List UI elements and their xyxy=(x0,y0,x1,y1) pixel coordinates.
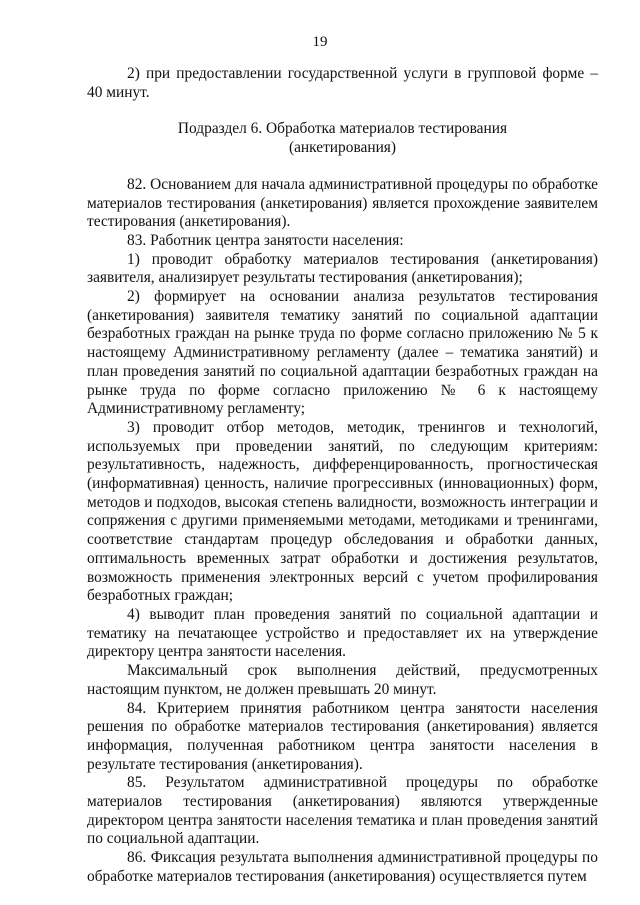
paragraph-max-time: Максимальный срок выполнения действий, предусмотренных настоящим пунктом, не должен превышать 20 минут. xyxy=(87,662,598,698)
paragraph-86: 86. Фиксация результата выполнения административной процедуры по обработке материалов тестирования (анкетирования) осуществляется путем xyxy=(87,849,598,885)
paragraph-83-item-4: 4) выводит план проведения занятий по социальной адаптации и тематику на печатающее устройство и предоставляет их на утверждение директору центра занятости населения. xyxy=(87,605,598,661)
paragraph-83-item-1: 1) проводит обработку материалов тестирования (анкетирования) заявителя, анализирует результаты тестирования (анкетирования); xyxy=(87,250,598,287)
paragraph-85: 85. Результатом административной процедуры по обработке материалов тестирования (анкетирования) являются утвержденные директором центра занятости населения тематика и план проведения занятий по социальной адаптации. xyxy=(87,774,598,848)
subsection-heading-line1: Подраздел 6. Обработка материалов тестирования xyxy=(177,120,508,138)
paragraph-83: 83. Работник центра занятости населения: xyxy=(127,231,404,249)
document-body xyxy=(87,65,598,887)
paragraph-group-time: 2) при предоставлении государственной услуги в групповой форме – 40 минут. xyxy=(87,65,598,101)
paragraph-82: 82. Основанием для начала административной процедуры по обработке материалов тестирования (анкетирования) является прохождение заявителем тестирования (анкетирования). xyxy=(87,175,598,231)
subsection-heading-line2: (анкетирования) xyxy=(288,139,397,157)
paragraph-83-item-2: 2) формирует на основании анализа результатов тестирования (анкетирования) заявителя тематику занятий по социальной адаптации безработных граждан на рынке труда по форме согласно приложению № 5 к настоящему Административному регламенту (далее – тематика занятий) и план проведения занятий по социальной адаптации безработных граждан на рынке труда по форме согласно приложению № 6 к настоящему Административному регламенту; xyxy=(87,288,598,418)
paragraph-84: 84. Критерием принятия работником центра занятости населения решения по обработке материалов тестирования (анкетирования) является информация, полученная работником центра занятости населения в результате тестирования (анкетирования). xyxy=(87,699,598,773)
page-number: 19 xyxy=(312,34,328,50)
paragraph-83-item-3: 3) проводит отбор методов, методик, тренингов и технологий, используемых при проведении занятий, по следующим критериям: результативность, надежность, дифференцированность, прогностическая (информативная) ценность, наличие прогрессивных (инновационных) форм, методов и подходов, высокая степень валидности, возможность интеграции и сопряжения с другими применяемыми методами, методиками и тренингами, соответствие стандартам процедур обследования и обработки данных, оптимальность временных затрат обработки и достижения результатов, возможность применения электронных версий с учетом профилирования безработных граждан; xyxy=(87,418,598,605)
subsection-heading xyxy=(87,120,598,157)
